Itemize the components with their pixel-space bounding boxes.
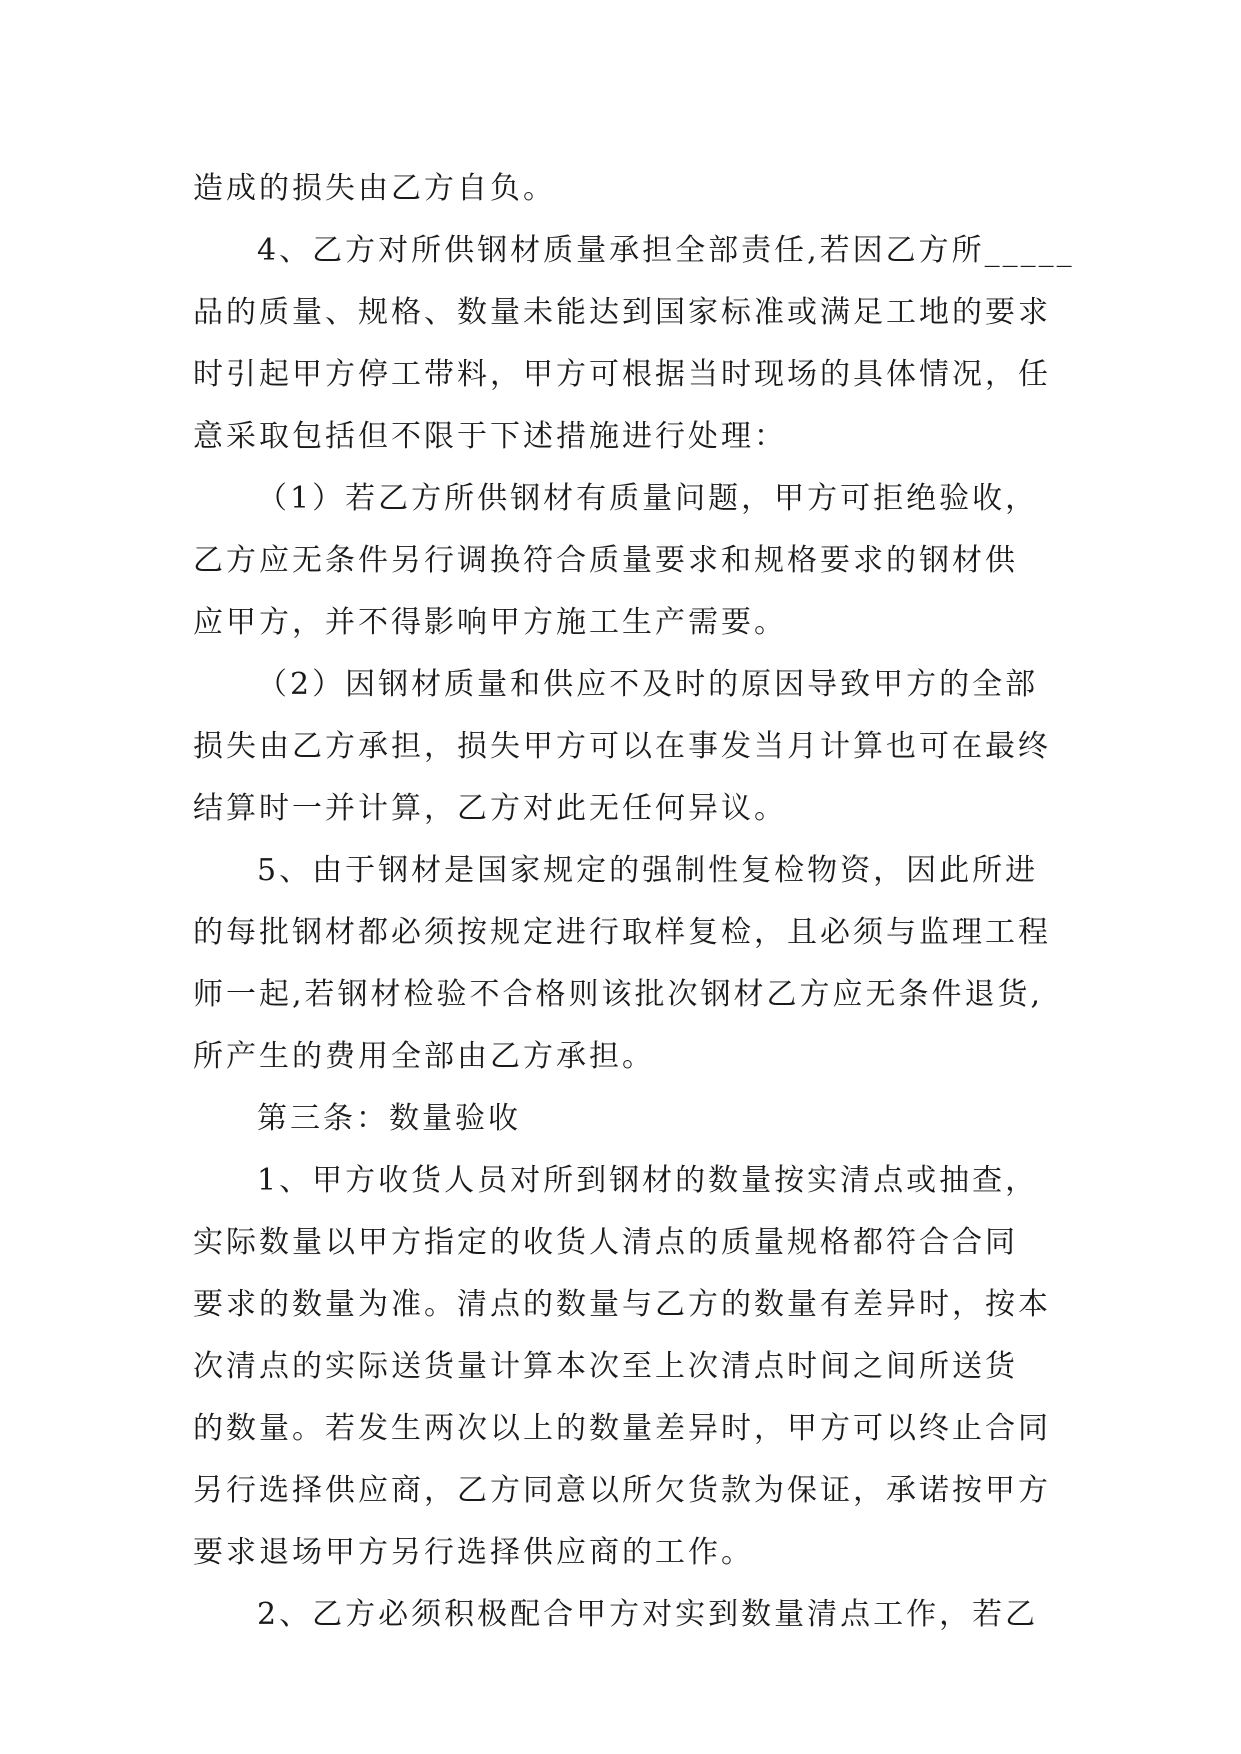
document-body <box>193 158 1075 1646</box>
text-line: 品的质量、规格、数量未能达到国家标准或满足工地的要求 <box>193 295 1051 330</box>
text-line: （1）若乙方所供钢材有质量问题，甲方可拒绝验收， <box>257 481 1039 516</box>
text-line: 的数量。若发生两次以上的数量差异时，甲方可以终止合同 <box>193 1411 1051 1446</box>
text-line: 4、乙方对所供钢材质量承担全部责任,若因乙方所_____ <box>257 233 1075 268</box>
text-line: 乙方应无条件另行调换符合质量要求和规格要求的钢材供 <box>193 543 1018 578</box>
text-line: 损失由乙方承担，损失甲方可以在事发当月计算也可在最终 <box>193 729 1051 764</box>
text-line: 结算时一并计算，乙方对此无任何异议。 <box>193 791 787 826</box>
text-line: 时引起甲方停工带料，甲方可根据当时现场的具体情况，任 <box>193 357 1051 392</box>
section-heading: 第三条：数量验收 <box>257 1101 521 1136</box>
text-line: 2、乙方必须积极配合甲方对实到数量清点工作，若乙 <box>257 1597 1039 1632</box>
text-line: 所产生的费用全部由乙方承担。 <box>193 1039 655 1074</box>
text-line: 应甲方，并不得影响甲方施工生产需要。 <box>193 605 787 640</box>
text-line: 意采取包括但不限于下述措施进行处理： <box>193 419 787 454</box>
text-line: 1、甲方收货人员对所到钢材的数量按实清点或抽查， <box>257 1163 1039 1198</box>
text-line: 造成的损失由乙方自负。 <box>193 171 556 206</box>
text-line: 另行选择供应商，乙方同意以所欠货款为保证，承诺按甲方 <box>193 1473 1051 1508</box>
text-line: 次清点的实际送货量计算本次至上次清点时间之间所送货 <box>193 1349 1018 1384</box>
text-line: 的每批钢材都必须按规定进行取样复检，且必须与监理工程 <box>193 915 1051 950</box>
text-line: 师一起,若钢材检验不合格则该批次钢材乙方应无条件退货, <box>193 977 1044 1012</box>
text-line: （2）因钢材质量和供应不及时的原因导致甲方的全部 <box>257 667 1039 702</box>
text-line: 实际数量以甲方指定的收货人清点的质量规格都符合合同 <box>193 1225 1018 1260</box>
text-line: 5、由于钢材是国家规定的强制性复检物资，因此所进 <box>257 853 1039 888</box>
text-line: 要求退场甲方另行选择供应商的工作。 <box>193 1535 754 1570</box>
text-line: 要求的数量为准。清点的数量与乙方的数量有差异时，按本 <box>193 1287 1051 1322</box>
